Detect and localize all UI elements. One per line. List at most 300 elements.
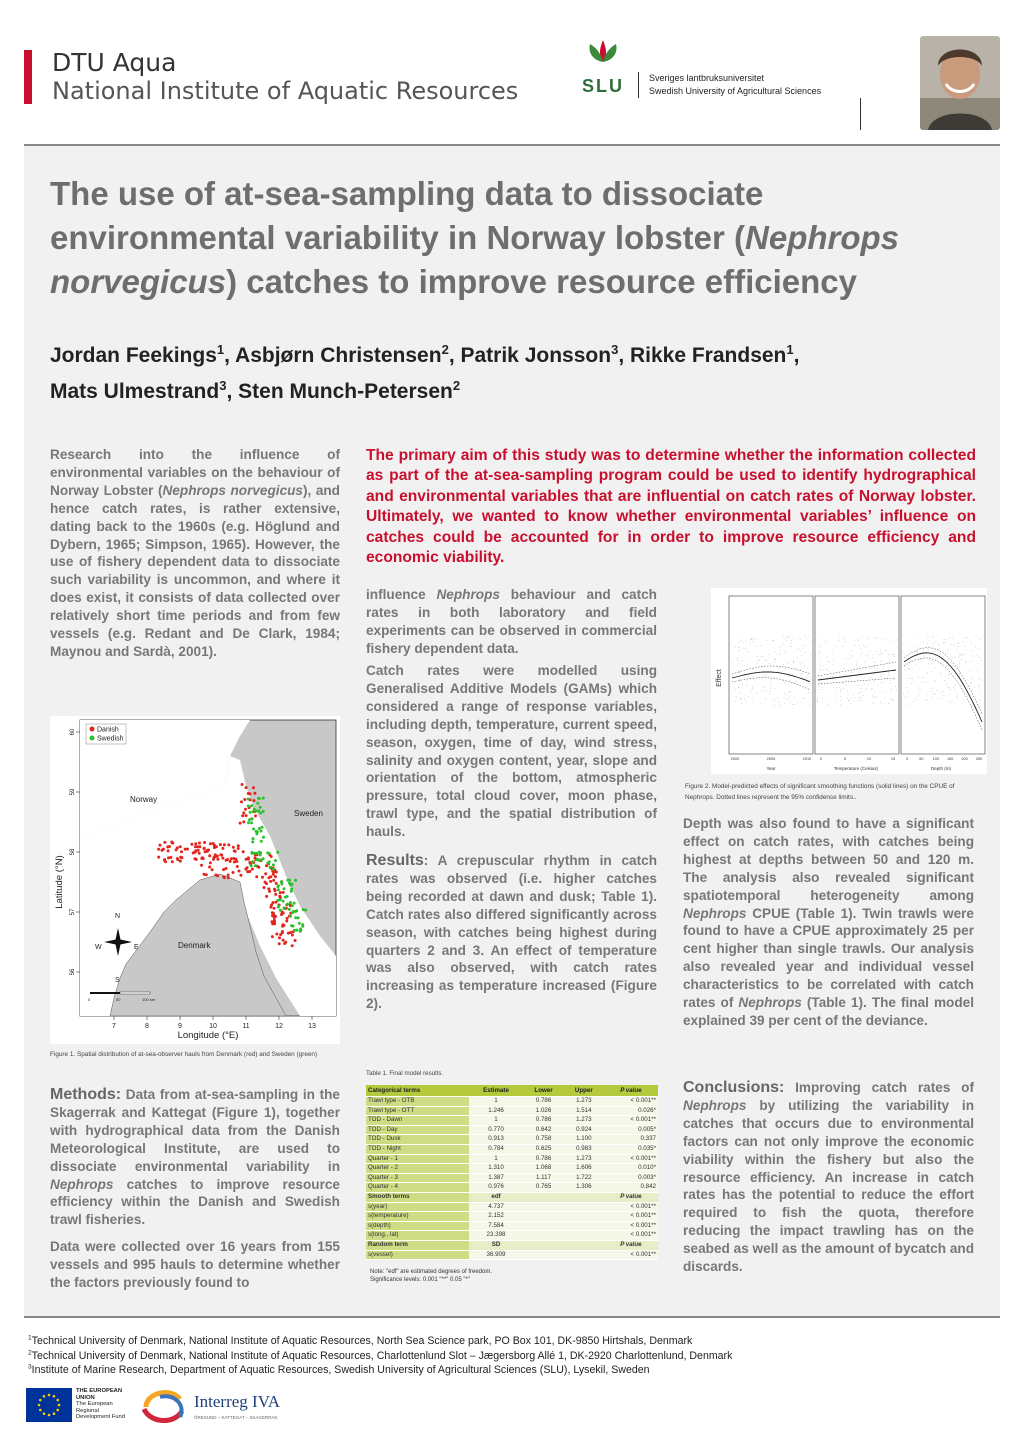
- fig2-obs: [932, 671, 933, 672]
- fig2-obs: [746, 680, 747, 681]
- fig2-obs: [798, 702, 799, 703]
- haul-point: [286, 879, 289, 882]
- haul-point: [227, 843, 230, 846]
- haul-point: [223, 876, 226, 879]
- fig2-obs: [949, 638, 950, 639]
- fig2-obs: [927, 637, 928, 638]
- fig2-obs: [917, 696, 918, 697]
- legend-danish-marker: [90, 727, 95, 732]
- fig2-obs: [789, 676, 790, 677]
- table-cell: P value: [604, 1085, 658, 1097]
- haul-point: [277, 905, 280, 908]
- fig2-obs: [863, 695, 864, 696]
- fig2-obs: [774, 705, 775, 706]
- haul-point: [249, 811, 252, 814]
- table-cell: 36.909: [469, 1250, 523, 1260]
- fig2-obs: [808, 692, 809, 693]
- fig2-obs: [952, 638, 953, 639]
- haul-point: [250, 864, 253, 867]
- haul-point: [272, 901, 275, 904]
- fig2-obs: [845, 641, 846, 642]
- haul-point: [293, 929, 296, 932]
- map-x-tick: 10: [209, 1023, 217, 1030]
- fig2-obs: [789, 693, 790, 694]
- haul-point: [290, 890, 293, 893]
- haul-point: [258, 797, 261, 800]
- fig2-obs: [978, 687, 979, 688]
- compass-e: E: [134, 944, 139, 951]
- fig2-obs: [971, 706, 972, 707]
- fig2-obs: [806, 681, 807, 682]
- fig2-obs: [843, 683, 844, 684]
- fig2-obs: [903, 643, 904, 644]
- fig2-obs: [940, 672, 941, 673]
- fig2-obs: [801, 655, 802, 656]
- fig2-obs: [838, 640, 839, 641]
- fig2-obs: [851, 664, 852, 665]
- fig2-obs: [769, 663, 770, 664]
- haul-point: [256, 810, 259, 813]
- haul-point: [274, 875, 277, 878]
- fig2-obs: [753, 687, 754, 688]
- fig2-obs: [873, 702, 874, 703]
- fig2-obs: [742, 685, 743, 686]
- haul-point: [184, 848, 187, 851]
- fig2-obs: [866, 662, 867, 663]
- haul-point: [229, 860, 232, 863]
- fig2-obs: [971, 682, 972, 683]
- fig2-obs: [965, 654, 966, 655]
- table-cell: 1.273: [564, 1116, 604, 1126]
- haul-point: [163, 841, 166, 844]
- fig2-obs: [894, 666, 895, 667]
- fig2-obs: [935, 681, 936, 682]
- fig2-obs: [731, 663, 732, 664]
- fig2-obs: [791, 643, 792, 644]
- fig2-obs: [885, 640, 886, 641]
- haul-point: [242, 811, 245, 814]
- haul-point: [197, 849, 200, 852]
- methods-text: Methods: Data from at-sea-sampling in the Skagerrak and Kattegat (Figure 1), together with hydrographical data from the Danish Meteorological Institute, are used to dissociate environmental variability in Nephrops catches to improve resource efficiency within the Danish and Swedish trawl fisheries.: [50, 1086, 340, 1228]
- fig2-obs: [889, 661, 890, 662]
- legend-danish: Danish: [97, 726, 119, 734]
- fig2-obs: [935, 694, 936, 695]
- fig2-obs: [858, 685, 859, 686]
- fig2-obs: [881, 639, 882, 640]
- haul-point: [241, 783, 244, 786]
- fig2-obs: [790, 636, 791, 637]
- fig2-obs: [787, 636, 788, 637]
- fig2-obs: [844, 669, 845, 670]
- fig2-obs: [891, 689, 892, 690]
- fig2-obs: [886, 650, 887, 651]
- affiliation-1: $^1$Technical University of Denmark, National Institute of Aquatic Resources, North Sea Science park, PO Box 101, DK-9850 Hirtshals, Denmark: [28, 1334, 693, 1347]
- fig2-obs: [959, 656, 960, 657]
- haul-point: [250, 804, 253, 807]
- table-row: [366, 1144, 658, 1154]
- fig2-obs: [735, 697, 736, 698]
- table-cell: 1: [469, 1116, 523, 1126]
- fig2-obs: [893, 654, 894, 655]
- fig2-obs: [980, 678, 981, 679]
- table-row: [366, 1154, 658, 1164]
- table-cell: 1: [469, 1097, 523, 1107]
- fig2-obs: [888, 675, 889, 676]
- fig2-obs: [801, 663, 802, 664]
- haul-point: [157, 856, 160, 859]
- fig2-obs: [779, 704, 780, 705]
- fig2-tick: 150: [947, 757, 954, 761]
- table-cell: Random term: [366, 1240, 469, 1250]
- fig2-obs: [785, 646, 786, 647]
- fig2-obs: [880, 654, 881, 655]
- table-row: [366, 1085, 658, 1097]
- haul-point: [271, 935, 274, 938]
- fig2-obs: [927, 648, 928, 649]
- results-text: Results: A crepuscular rhythm in catch rates was observed (i.e. higher catches being recorded at dawn and dusk; Table 1). Catch rates also differed significantly across season, with catches being highest during quarters 2 and 3. An effect of temperature was also observed, with catch rates increasing as temperature increased (Figure 2).: [366, 852, 657, 1012]
- fig2-obs: [874, 667, 875, 668]
- fig2-obs: [922, 658, 923, 659]
- fig2-obs: [943, 695, 944, 696]
- fig2-obs: [978, 663, 979, 664]
- haul-point: [237, 847, 240, 850]
- haul-point: [286, 903, 289, 906]
- fig2-obs: [832, 653, 833, 654]
- fig2-obs: [841, 700, 842, 701]
- fig2-obs: [965, 662, 966, 663]
- haul-point: [241, 814, 244, 817]
- fig2-obs: [793, 638, 794, 639]
- fig2-obs: [883, 674, 884, 675]
- haul-point: [261, 826, 264, 829]
- fig2-obs: [874, 638, 875, 639]
- fig2-obs: [739, 650, 740, 651]
- fig2-obs: [894, 680, 895, 681]
- haul-point: [273, 888, 276, 891]
- fig2-obs: [980, 691, 981, 692]
- haul-point: [200, 857, 203, 860]
- haul-point: [252, 786, 255, 789]
- compass-w: W: [95, 944, 102, 951]
- table-cell: [523, 1231, 564, 1241]
- fig2-obs: [909, 643, 910, 644]
- fig2-obs: [860, 649, 861, 650]
- fig2-obs: [905, 669, 906, 670]
- title-species: Nephrops norvegicus: [50, 219, 900, 300]
- haul-point: [262, 836, 265, 839]
- eu-star: [39, 1399, 42, 1402]
- fig2-obs: [975, 646, 976, 647]
- fig2-obs: [979, 685, 980, 686]
- fig2-obs: [755, 639, 756, 640]
- fig2-obs: [932, 636, 933, 637]
- fig2-obs: [930, 654, 931, 655]
- fig2-obs: [852, 672, 853, 673]
- fig2-obs: [888, 653, 889, 654]
- haul-point: [159, 844, 162, 847]
- fig2-obs: [962, 689, 963, 690]
- fig2-obs: [928, 650, 929, 651]
- fig2-obs: [752, 641, 753, 642]
- table-cell: Quarter - 1: [366, 1154, 469, 1164]
- table-cell: 0.005*: [604, 1125, 658, 1135]
- fig2-obs: [755, 692, 756, 693]
- table-row: [366, 1250, 658, 1260]
- haul-point: [232, 871, 235, 874]
- fig2-obs: [789, 673, 790, 674]
- fig2-obs: [840, 690, 841, 691]
- haul-point: [289, 884, 292, 887]
- fig2-obs: [950, 700, 951, 701]
- haul-point: [179, 856, 182, 859]
- haul-point: [273, 915, 276, 918]
- fig2-tick: 2005: [766, 757, 776, 761]
- fig2-obs: [769, 694, 770, 695]
- fig2-obs: [792, 704, 793, 705]
- fig2-obs: [881, 653, 882, 654]
- fig2-obs: [911, 683, 912, 684]
- table-cell: TOD - Day: [366, 1125, 469, 1135]
- compass-n: N: [115, 913, 121, 920]
- haul-point: [252, 799, 255, 802]
- fig2-obs: [790, 680, 791, 681]
- table-row: [366, 1125, 658, 1135]
- fig2-obs: [912, 678, 913, 679]
- fig2-obs: [750, 642, 751, 643]
- haul-point: [254, 814, 257, 817]
- fig2-obs: [862, 685, 863, 686]
- fig2-obs: [943, 691, 944, 692]
- haul-point: [272, 912, 275, 915]
- fig2-obs: [888, 703, 889, 704]
- fig2-obs: [774, 658, 775, 659]
- fig2-obs: [874, 697, 875, 698]
- fig2-obs: [809, 636, 810, 637]
- fig2-obs: [866, 688, 867, 689]
- fig2-obs: [917, 699, 918, 700]
- table-cell: Estimate: [469, 1085, 523, 1097]
- haul-point: [272, 879, 275, 882]
- fig2-obs: [846, 674, 847, 675]
- fig2-obs: [955, 675, 956, 676]
- fig2-obs: [853, 695, 854, 696]
- svg-text:100 km: 100 km: [142, 997, 156, 1002]
- fig2-obs: [862, 653, 863, 654]
- fig2-obs: [952, 702, 953, 703]
- fig2-obs: [893, 655, 894, 656]
- table-row: [366, 1202, 658, 1212]
- fig2-obs: [819, 686, 820, 687]
- table-cell: 2.152: [469, 1212, 523, 1222]
- fig2-obs: [978, 704, 979, 705]
- fig2-obs: [931, 688, 932, 689]
- fig2-obs: [743, 642, 744, 643]
- fig2-obs: [790, 696, 791, 697]
- haul-point: [219, 843, 222, 846]
- fig2-obs: [949, 694, 950, 695]
- table-cell: < 0.001**: [604, 1097, 658, 1107]
- fig2-obs: [837, 701, 838, 702]
- affiliation-3: $^3$Institute of Marine Research, Department of Aquatic Resources, Swedish University of Agricultural Sciences (SLU), Lysekil, Sweden: [28, 1363, 650, 1376]
- map-x-tick: 13: [308, 1023, 316, 1030]
- haul-point: [236, 865, 239, 868]
- fig2-obs: [936, 659, 937, 660]
- haul-point: [206, 850, 209, 853]
- fig2-obs: [857, 676, 858, 677]
- fig2-obs: [861, 670, 862, 671]
- figure2-plot: [711, 588, 987, 774]
- fig2-obs: [891, 641, 892, 642]
- fig2-obs: [847, 690, 848, 691]
- fig2-obs: [793, 661, 794, 662]
- fig2-obs: [955, 656, 956, 657]
- table-row: [366, 1192, 658, 1202]
- poster-title: The use of at-sea-sampling data to dissociate environmental variability in Norway lobster (Nephrops norvegicus) catches to improve resource efficiency: [50, 175, 900, 300]
- fig2-obs: [843, 638, 844, 639]
- fig2-obs: [926, 673, 927, 674]
- haul-point: [279, 898, 282, 901]
- fig2-obs: [837, 646, 838, 647]
- fig2-panel-frame: [729, 596, 813, 754]
- table-cell: [564, 1240, 604, 1250]
- haul-point: [230, 857, 233, 860]
- fig2-obs: [919, 659, 920, 660]
- fig2-obs: [842, 646, 843, 647]
- haul-point: [286, 917, 289, 920]
- table-cell: edf: [469, 1192, 523, 1202]
- fig2-obs: [799, 662, 800, 663]
- fig2-obs: [733, 687, 734, 688]
- table-row: [366, 1135, 658, 1145]
- fig2-obs: [847, 692, 848, 693]
- fig2-obs: [935, 656, 936, 657]
- fig2-obs: [772, 640, 773, 641]
- interreg-subtitle: ÖRESUND – KATTEGAT – SKAGERRAK: [194, 1415, 278, 1420]
- fig2-obs: [817, 689, 818, 690]
- haul-point: [275, 882, 278, 885]
- haul-point: [239, 822, 242, 825]
- table-cell: 4.737: [469, 1202, 523, 1212]
- fig2-obs: [846, 680, 847, 681]
- fig2-obs: [974, 656, 975, 657]
- table-cell: < 0.001**: [604, 1221, 658, 1231]
- fig2-obs: [784, 683, 785, 684]
- fig2-obs: [775, 688, 776, 689]
- fig2-obs: [944, 680, 945, 681]
- eu-star: [48, 1394, 51, 1397]
- fig2-obs: [792, 674, 793, 675]
- map-x-tick: 11: [242, 1023, 250, 1030]
- fig2-obs: [735, 647, 736, 648]
- fig2-obs: [818, 654, 819, 655]
- haul-point: [281, 931, 284, 934]
- haul-point: [250, 851, 253, 854]
- haul-point: [298, 922, 301, 925]
- fig2-obs: [959, 657, 960, 658]
- map-y-tick: 58: [70, 848, 76, 856]
- fig2-obs: [820, 652, 821, 653]
- table1-notes: Note: "edf" are estimated degrees of freedom. Significance levels: 0.001 "**" 0.05 "*": [370, 1269, 492, 1283]
- fig2-obs: [768, 654, 769, 655]
- fig2-obs: [747, 651, 748, 652]
- fig2-obs: [822, 692, 823, 693]
- fig2-obs: [882, 693, 883, 694]
- fig2-obs: [970, 671, 971, 672]
- fig2-obs: [804, 678, 805, 679]
- haul-point: [171, 860, 174, 863]
- fig2-obs: [760, 656, 761, 657]
- fig2-tick: 200: [961, 757, 968, 761]
- fig2-obs: [880, 661, 881, 662]
- fig2-obs: [802, 673, 803, 674]
- haul-point: [268, 890, 271, 893]
- fig2-obs: [878, 685, 879, 686]
- fig2-obs: [951, 690, 952, 691]
- fig2-obs: [810, 655, 811, 656]
- fig2-obs: [839, 687, 840, 688]
- haul-point: [289, 915, 292, 918]
- fig2-obs: [965, 702, 966, 703]
- fig2-obs: [854, 640, 855, 641]
- haul-point: [195, 858, 198, 861]
- fig2-obs: [906, 670, 907, 671]
- svg-text:50: 50: [116, 997, 121, 1002]
- map-y-tick: 57: [70, 908, 76, 916]
- fig2-obs: [752, 689, 753, 690]
- fig2-obs: [763, 686, 764, 687]
- slu-name-sv: Sveriges lantbruksuniversitet: [649, 73, 765, 83]
- haul-point: [259, 812, 262, 815]
- table-cell: P value: [604, 1192, 658, 1202]
- fig2-obs: [737, 660, 738, 661]
- interreg-logo: [140, 1385, 310, 1425]
- table-cell: [564, 1202, 604, 1212]
- fig2-obs: [805, 645, 806, 646]
- fig2-obs: [796, 667, 797, 668]
- fig2-obs: [934, 661, 935, 662]
- table-cell: 1.722: [564, 1173, 604, 1183]
- fig2-obs: [977, 670, 978, 671]
- fig2-obs: [916, 665, 917, 666]
- fig2-obs: [839, 637, 840, 638]
- table-cell: 0.786: [523, 1154, 564, 1164]
- fig2-obs: [851, 651, 852, 652]
- fig2-tick: 5: [843, 757, 847, 761]
- fig2-obs: [955, 689, 956, 690]
- fig2-obs: [955, 685, 956, 686]
- haul-point: [272, 873, 275, 876]
- figure2-caption: Figure 2. Model-predicted effects of significant smoothing functions (solid lines) on the CPUE of Nephrops. Dotted lines represent the 95% confidence limits..: [685, 783, 955, 801]
- haul-point: [242, 850, 245, 853]
- fig2-obs: [733, 676, 734, 677]
- fig2-obs: [881, 676, 882, 677]
- haul-point: [227, 874, 230, 877]
- author-list: Jordan Feekings$^1$, Asbjørn Christensen$^2$, Patrik Jonsson$^3$, Rikke Frandsen$^1$, Mats Ulmestrand$^3$, Sten Munch-Petersen$^2$: [50, 342, 800, 403]
- fig2-obs: [951, 656, 952, 657]
- haul-point: [291, 934, 294, 937]
- fig2-obs: [738, 638, 739, 639]
- table-row: [366, 1212, 658, 1222]
- fig2-obs: [903, 651, 904, 652]
- eu-star: [56, 1409, 59, 1412]
- haul-point: [168, 845, 171, 848]
- fig2-obs: [773, 662, 774, 663]
- fig2-obs: [948, 662, 949, 663]
- slu-logo: [570, 34, 636, 98]
- fig2-obs: [909, 705, 910, 706]
- fig2-obs: [739, 642, 740, 643]
- interreg-name: Interreg IVA: [194, 1392, 281, 1411]
